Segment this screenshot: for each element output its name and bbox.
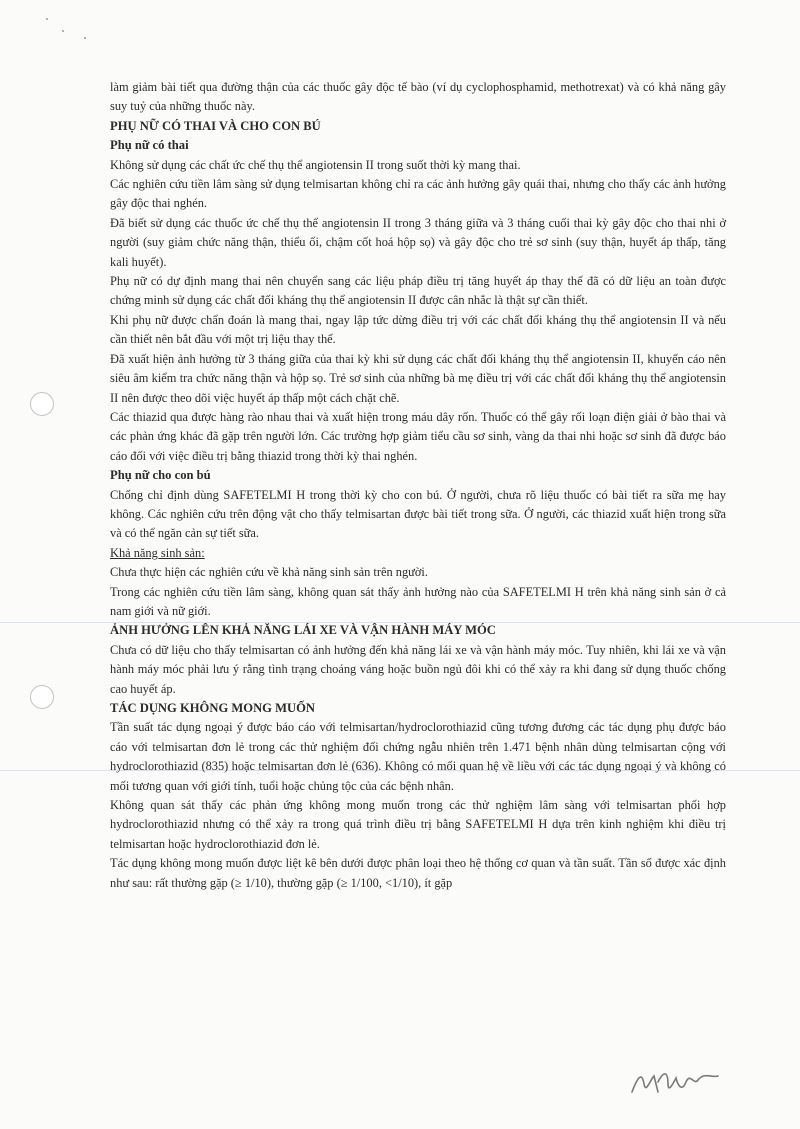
paragraph: Không sử dụng các chất ức chế thụ thể angiotensin II trong suốt thời kỳ mang thai.: [110, 157, 521, 172]
paragraph: Tần suất tác dụng ngoại ý được báo cáo với telmisartan/hydroclorothiazid cũng tương đương các tác dụng phụ được báo cáo với telmisartan đơn lẻ trong các thử nghiệm đối chứng ngẫu nhiên trên 1.471 bệnh nhân dùng telmisartan cộng với hydroclorothiazid (835) hoặc telmisartan đơn lẻ (636). Không có mối quan hệ về liều với các tác dụng ngoại ý và không có mối tương quan với giới tính, tuổi hoặc chủng tộc của các bệnh nhân.: [110, 720, 726, 793]
paragraph: Trong các nghiên cứu tiền lâm sàng, không quan sát thấy ảnh hưởng nào của SAFETELMI H trên khả năng sinh sản ở cả nam giới và nữ giới.: [110, 584, 726, 618]
paragraph: Không quan sát thấy các phản ứng không mong muốn trong các thử nghiệm lâm sàng với telmisartan phối hợp hydroclorothiazid nhưng có thể xảy ra trong quá trình điều trị bằng SAFETELMI H dựa trên kinh nghiệm khi điều trị telmisartan hoặc hydroclorothiazid đơn lẻ.: [110, 798, 726, 851]
paragraph: làm giảm bài tiết qua đường thận của các thuốc gây độc tế bào (ví dụ cyclophosphamid, methotrexat) và có khả năng gây suy tuỷ của những thuốc này.: [110, 80, 726, 114]
document-body: [110, 78, 726, 893]
section-heading: PHỤ NỮ CÓ THAI VÀ CHO CON BÚ: [110, 118, 321, 133]
punch-hole: [30, 685, 54, 709]
section-heading: TÁC DỤNG KHÔNG MONG MUỐN: [110, 701, 315, 715]
paragraph: Khi phụ nữ được chẩn đoán là mang thai, ngay lập tức dừng điều trị với các chất đối kháng thụ thể angiotensin II và nếu cần thiết nên bắt đầu với một trị liệu thay thế.: [110, 312, 726, 347]
scan-speck: [84, 37, 86, 39]
paragraph: Các nghiên cứu tiền lâm sàng sử dụng telmisartan không chỉ ra các ảnh hưởng gây quái thai, nhưng cho thấy các ảnh hưởng gây độc thai nghén.: [110, 177, 726, 211]
paragraph: Chống chỉ định dùng SAFETELMI H trong thời kỳ cho con bú. Ở người, chưa rõ liệu thuốc có bài tiết ra sữa mẹ hay không. Các nghiên cứu trên động vật cho thấy telmisartan được bài tiết trong sữa. Ở người, các thiazid xuất hiện trong sữa và có thể ngăn cản sự tiết sữa.: [110, 487, 726, 541]
handwritten-signature: [628, 1062, 728, 1102]
scan-speck: [46, 18, 48, 20]
subsection-heading: Khả năng sinh sản:: [110, 545, 205, 560]
subsection-heading: Phụ nữ cho con bú: [110, 468, 211, 483]
paragraph: Đã biết sử dụng các thuốc ức chế thụ thể angiotensin II trong 3 tháng giữa và 3 tháng cuối thai kỳ gây độc cho thai nhi ở người (suy giảm chức năng thận, thiểu ối, chậm cốt hoá hộp sọ) và gây độc cho trẻ sơ sinh (suy thận, huyết áp thấp, tăng kali huyết).: [110, 215, 726, 269]
subsection-heading: Phụ nữ có thai: [110, 138, 189, 153]
paragraph: Các thiazid qua được hàng rào nhau thai và xuất hiện trong máu dây rốn. Thuốc có thể gây rối loạn điện giải ở bào thai và các phản ứng khác đã gặp trên người lớn. Các trường hợp giảm tiểu cầu sơ sinh, vàng da thai nhi hoặc sơ sinh đã được báo cáo đối với việc điều trị bằng thiazid trong thời kỳ thai nghén.: [110, 409, 726, 463]
scan-speck: [62, 30, 64, 32]
section-heading: ẢNH HƯỞNG LÊN KHẢ NĂNG LÁI XE VÀ VẬN HÀNH MÁY MÓC: [110, 623, 496, 638]
paragraph: Chưa thực hiện các nghiên cứu về khả năng sinh sản trên người.: [110, 565, 428, 580]
paragraph: Đã xuất hiện ảnh hưởng từ 3 tháng giữa của thai kỳ khi sử dụng các chất đối kháng thụ thể angiotensin II, khuyến cáo nên siêu âm kiểm tra chức năng thận và hộp sọ. Trẻ sơ sinh của những bà mẹ điều trị với các chất đối kháng thụ thể angiotensin II nên được theo dõi việc huyết áp thấp một cách chặt chẽ.: [110, 351, 726, 405]
paragraph: Chưa có dữ liệu cho thấy telmisartan có ảnh hưởng đến khả năng lái xe và vận hành máy móc. Tuy nhiên, khi lái xe và vận hành máy móc phải lưu ý rằng tình trạng choáng váng hoặc buồn ngủ đôi khi có thể xảy ra khi đang sử dụng thuốc chống cao huyết áp.: [110, 642, 726, 696]
paragraph: Phụ nữ có dự định mang thai nên chuyển sang các liệu pháp điều trị tăng huyết áp thay thế đã có dữ liệu an toàn được chứng minh sử dụng các chất đối kháng thụ thể angiotensin II được cân nhắc là thật sự cần thiết.: [110, 274, 726, 308]
paragraph: Tác dụng không mong muốn được liệt kê bên dưới được phân loại theo hệ thống cơ quan và tần suất. Tần số được xác định như sau: rất thường gặp (≥ 1/10), thường gặp (≥ 1/100, <1/10), ít gặp: [110, 856, 726, 890]
punch-hole: [30, 392, 54, 416]
